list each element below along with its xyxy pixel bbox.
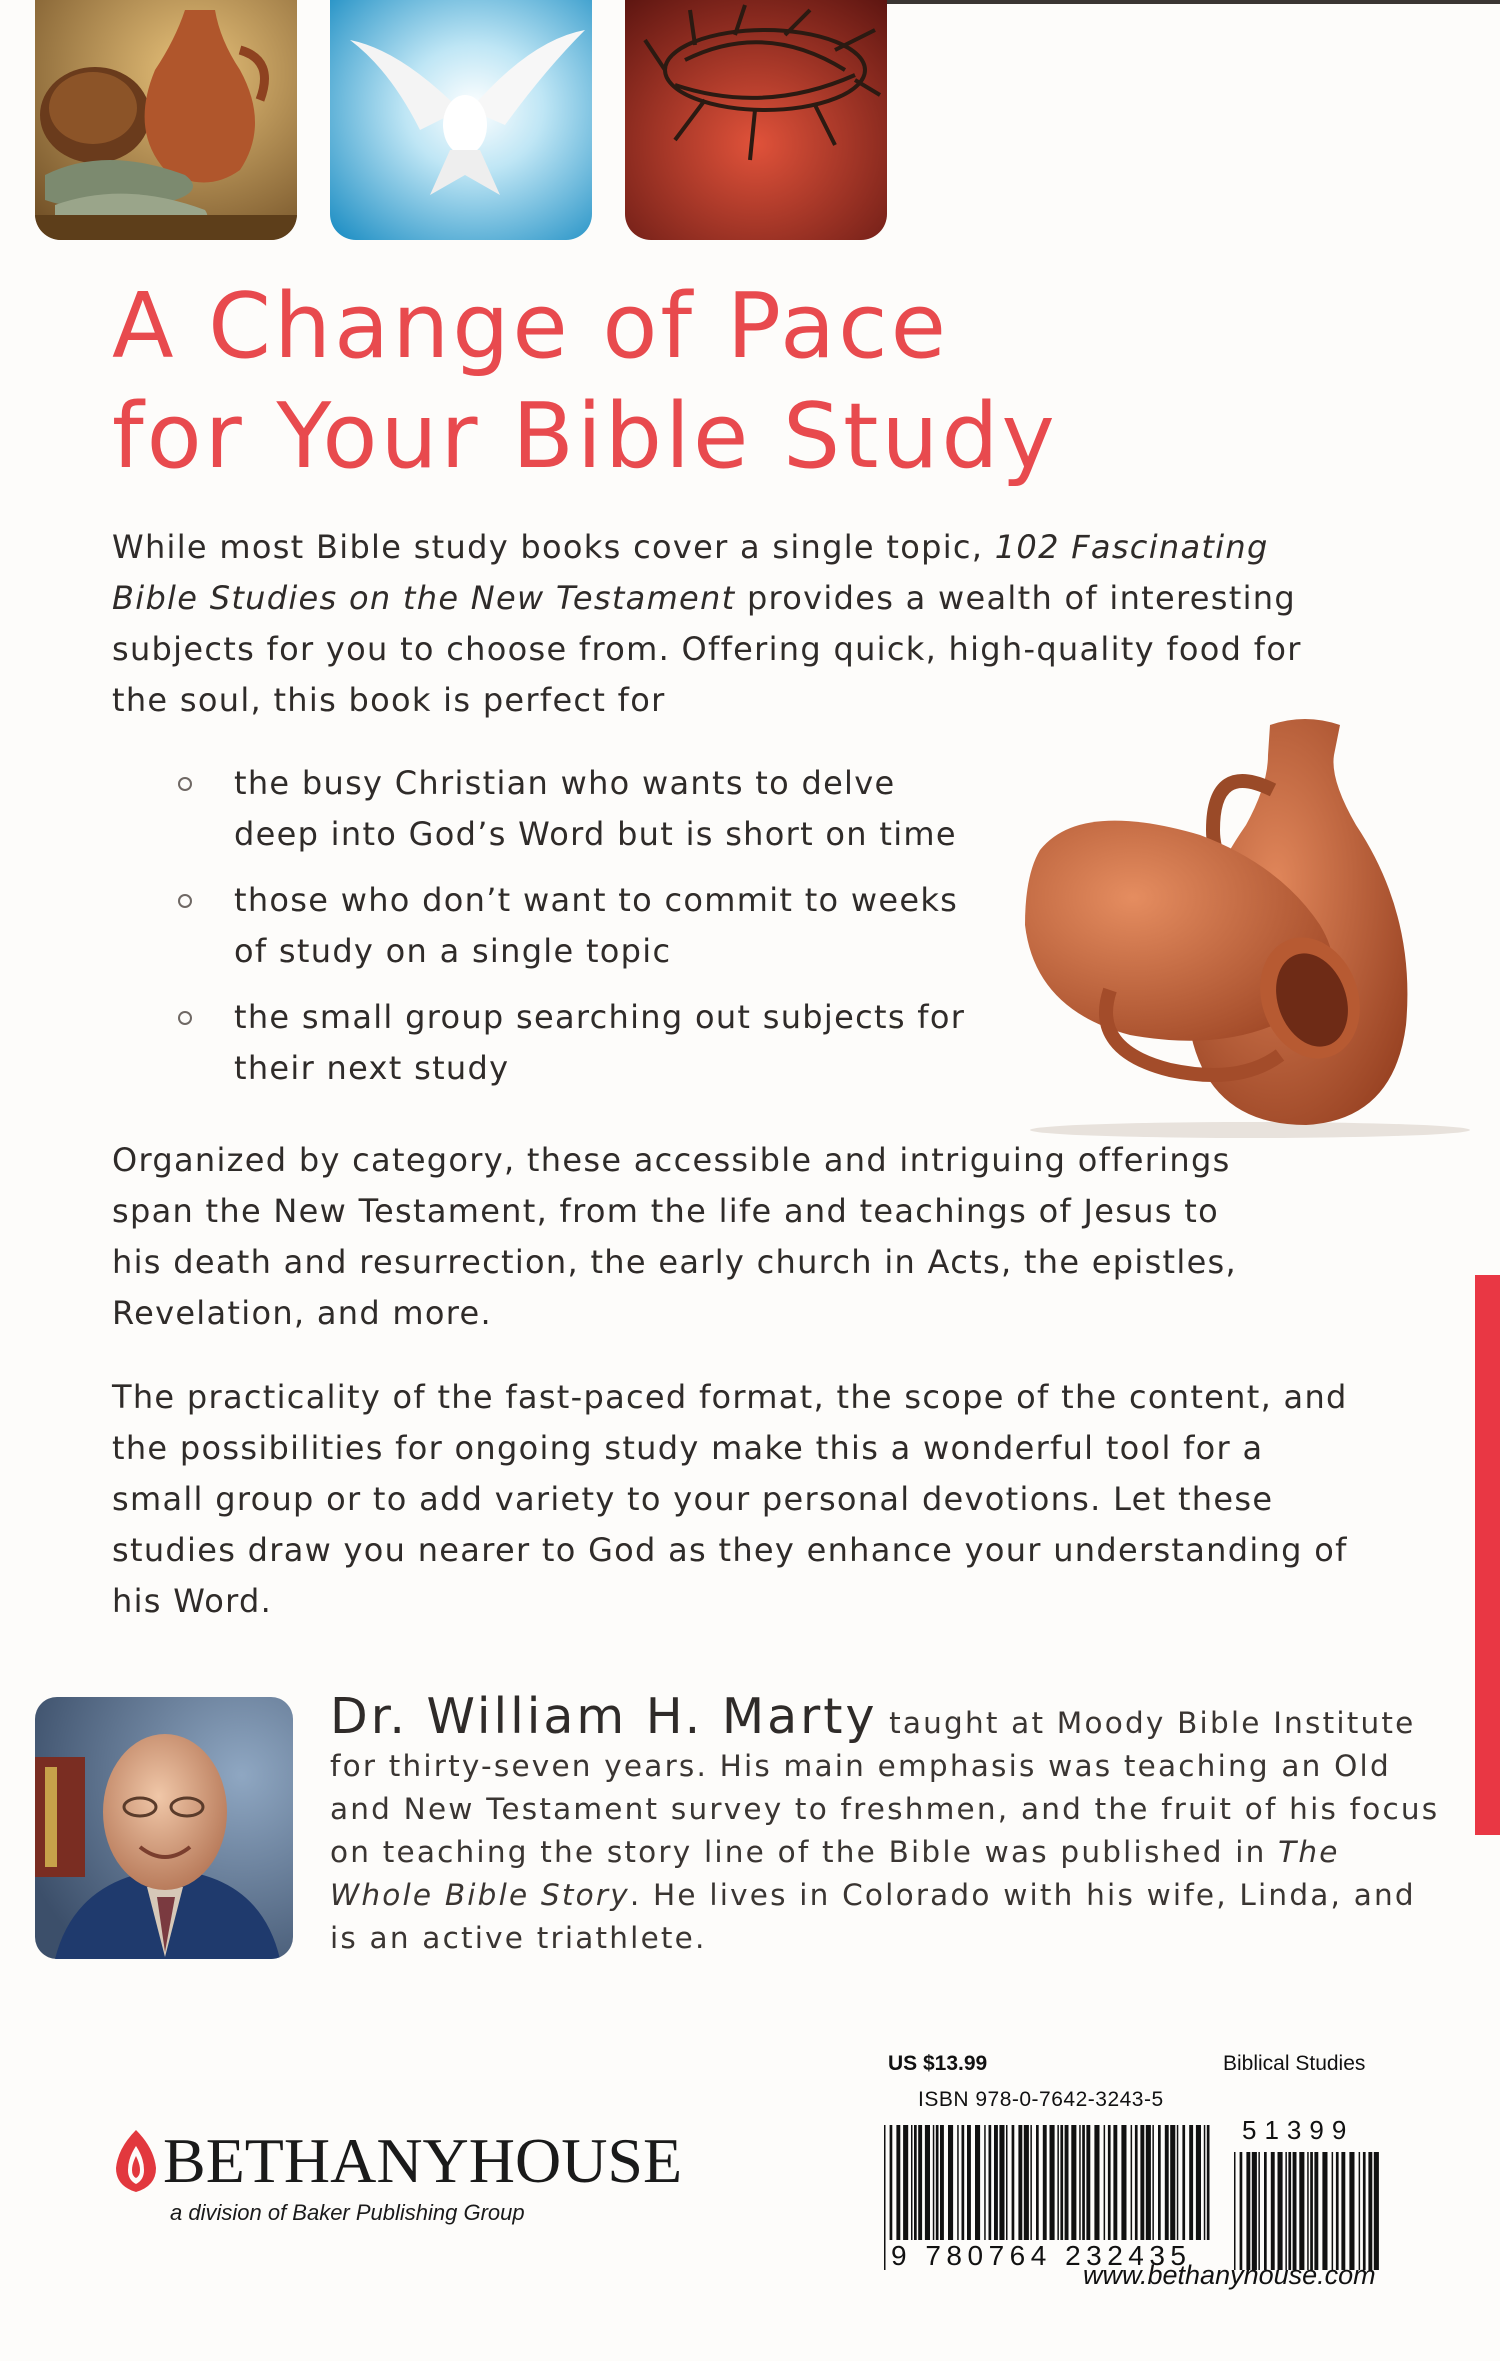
barcode-bar — [925, 2125, 930, 2240]
barcode-bar — [1104, 2125, 1106, 2240]
list-item-text: the small group searching out subjects for their next study — [234, 998, 966, 1087]
red-spine-stripe — [1475, 1275, 1500, 1835]
bullet-circle-icon — [178, 894, 192, 908]
intro-text-end: provides a wealth of interesting subjects for you to choose from. Offering quick, high-quality food for the soul, this book is perfect for — [112, 579, 1302, 719]
barcode-bar — [1006, 2125, 1008, 2240]
barcode-bar — [1158, 2125, 1161, 2240]
barcode-bar — [1349, 2152, 1354, 2270]
barcode-bar — [989, 2125, 992, 2240]
barcode-bar — [1310, 2152, 1313, 2270]
barcode-bar — [948, 2125, 953, 2240]
publisher-website: www.bethanyhouse.com — [1083, 2260, 1376, 2290]
barcode-bar — [1204, 2125, 1206, 2240]
audience-list — [112, 758, 992, 1109]
barcode-bar — [1079, 2125, 1081, 2240]
crown-of-thorns-photo — [625, 0, 887, 240]
category-paragraph: Organized by category, these accessible and intriguing offerings span the New Testament, from the life and teachings of Jesus to his death and resurrection, the early church in Acts, the epistles, Revelation, and more. — [112, 1141, 1238, 1332]
headline — [112, 272, 1058, 492]
barcode-bar — [999, 2125, 1004, 2240]
barcode-bar — [1271, 2152, 1275, 2270]
author-book-title: The Whole Bible Story — [330, 1835, 1340, 1912]
isbn-label: ISBN 978-0-7642-3243-5 — [918, 2088, 1164, 2111]
barcode-bar — [1252, 2152, 1257, 2270]
barcode-bar — [1189, 2125, 1193, 2240]
barcode-bar — [1368, 2152, 1372, 2270]
author-bio-text-end: . He lives in Colorado with his wife, Linda, and is an active triathlete. — [330, 1878, 1416, 1955]
barcode-bar — [1336, 2152, 1339, 2270]
ean-digits: 9 780764 232435 — [887, 2240, 1196, 2272]
barcode-bar — [1086, 2125, 1090, 2240]
author-portrait — [35, 1697, 293, 1959]
headline-line-2: for Your Bible Study — [112, 384, 1058, 489]
author-name: Dr. William H. Marty — [330, 1688, 878, 1745]
barcode-bar — [1278, 2152, 1283, 2270]
barcode-bar — [1264, 2152, 1267, 2270]
barcode-bar — [1030, 2125, 1032, 2240]
list-item — [112, 992, 992, 1094]
barcode-bar — [1322, 2152, 1327, 2270]
barcode-bar — [1359, 2152, 1361, 2270]
barcode-bar — [1131, 2125, 1133, 2240]
barcode-bar — [1135, 2125, 1138, 2240]
publisher-subtitle: a division of Baker Publishing Group — [170, 2200, 525, 2225]
bethany-flame-logo — [112, 2128, 160, 2194]
barcode-bar — [1374, 2152, 1379, 2270]
barcode-bar — [1288, 2152, 1291, 2270]
barcode-bar — [1152, 2125, 1154, 2240]
barcode-bar — [914, 2125, 917, 2240]
list-item-text: the busy Christian who wants to delve deep into God’s Word but is short on time — [234, 764, 957, 853]
top-edge-rule — [880, 0, 1500, 4]
barcode-bar — [1177, 2125, 1179, 2240]
barcode-bar — [911, 2125, 913, 2240]
barcode-bar — [940, 2125, 944, 2240]
bullet-circle-icon — [178, 1011, 192, 1025]
practicality-paragraph: The practicality of the fast-paced format, the scope of the content, and the possibilities for ongoing study make this a wonderful tool for a small group or to add variety to your personal devotions. Let these studies draw you nearer to God as they enhance your understanding of his Word. — [112, 1378, 1348, 1620]
barcode-bar — [1299, 2152, 1304, 2270]
author-bio — [330, 1688, 1440, 1960]
list-item — [112, 758, 992, 860]
category-label: Biblical Studies — [1223, 2052, 1366, 2075]
barcode-bar — [975, 2125, 980, 2240]
barcode-bar — [1258, 2152, 1260, 2270]
barcode-bar — [1307, 2152, 1309, 2270]
author-bio-text: taught at Moody Bible Institute for thirty-seven years. His main emphasis was teaching an Old and New Testament survey to freshmen, and the fruit of his focus on teaching the story line of the Bible was published in — [330, 1706, 1440, 1869]
price-label: US $13.99 — [888, 2052, 988, 2075]
barcode-bar — [903, 2125, 908, 2240]
barcode-bar — [1012, 2125, 1015, 2240]
bullet-circle-icon — [178, 777, 192, 791]
barcode-bar — [1246, 2152, 1250, 2270]
barcode-bar — [962, 2125, 965, 2240]
barcode-bar — [896, 2125, 900, 2240]
barcode-bar — [1240, 2152, 1243, 2270]
barcode-bar — [1060, 2125, 1063, 2240]
list-item-text: those who don’t want to commit to weeks of study on a single topic — [234, 881, 959, 970]
barcode-bar — [1113, 2125, 1117, 2240]
barcode-bar — [967, 2125, 971, 2240]
barcode-bar — [1165, 2125, 1169, 2240]
headline-line-1: A Change of Pace — [112, 274, 949, 379]
barcode-bar — [984, 2125, 986, 2240]
barcode-bar — [1065, 2125, 1069, 2240]
barcode-bar — [933, 2125, 935, 2240]
list-item — [112, 875, 992, 977]
barcode-bar — [1018, 2125, 1022, 2240]
barcode-bar — [1121, 2125, 1126, 2240]
clay-jugs-photo — [990, 700, 1480, 1140]
publisher-name: BETHANYHOUSE — [163, 2125, 683, 2196]
barcode-bar — [1024, 2125, 1029, 2240]
barcode-bar — [1314, 2152, 1318, 2270]
barcode-bar — [1170, 2125, 1175, 2240]
barcode-bar — [1146, 2125, 1151, 2240]
barcode-bar — [1341, 2152, 1345, 2270]
addon-digits: 51399 — [1242, 2115, 1355, 2145]
intro-paragraph — [112, 522, 1352, 726]
barcode-bar — [1108, 2125, 1111, 2240]
barcode-bar — [918, 2125, 922, 2240]
barcode-bar — [1082, 2125, 1085, 2240]
barcode-bar — [1332, 2152, 1334, 2270]
barcode-bar — [1234, 2152, 1236, 2270]
barcode-bar — [1094, 2125, 1099, 2240]
book-title: 102 Fascinating Bible Studies on the New Testament — [112, 528, 1269, 617]
intro-text-start: While most Bible study books cover a single topic, — [112, 528, 995, 566]
barcode-bar — [884, 2125, 886, 2270]
dove-photo — [330, 0, 592, 240]
barcode-bar — [1285, 2152, 1287, 2270]
barcode-bar — [1140, 2125, 1144, 2240]
barcode-bar — [1196, 2125, 1201, 2240]
barcode-bar — [994, 2125, 998, 2240]
barcode-bar — [1293, 2152, 1297, 2270]
barcode-bar — [957, 2125, 959, 2240]
barcode-bar — [1182, 2125, 1185, 2240]
barcode-bar — [1207, 2125, 1210, 2240]
barcode-bar — [936, 2125, 939, 2240]
barcode-bar — [1071, 2125, 1076, 2240]
barcode-bar — [1036, 2125, 1039, 2240]
barcode-bar — [1043, 2125, 1047, 2240]
barcode-bar — [1363, 2152, 1366, 2270]
bread-fish-jug-photo — [35, 0, 297, 240]
